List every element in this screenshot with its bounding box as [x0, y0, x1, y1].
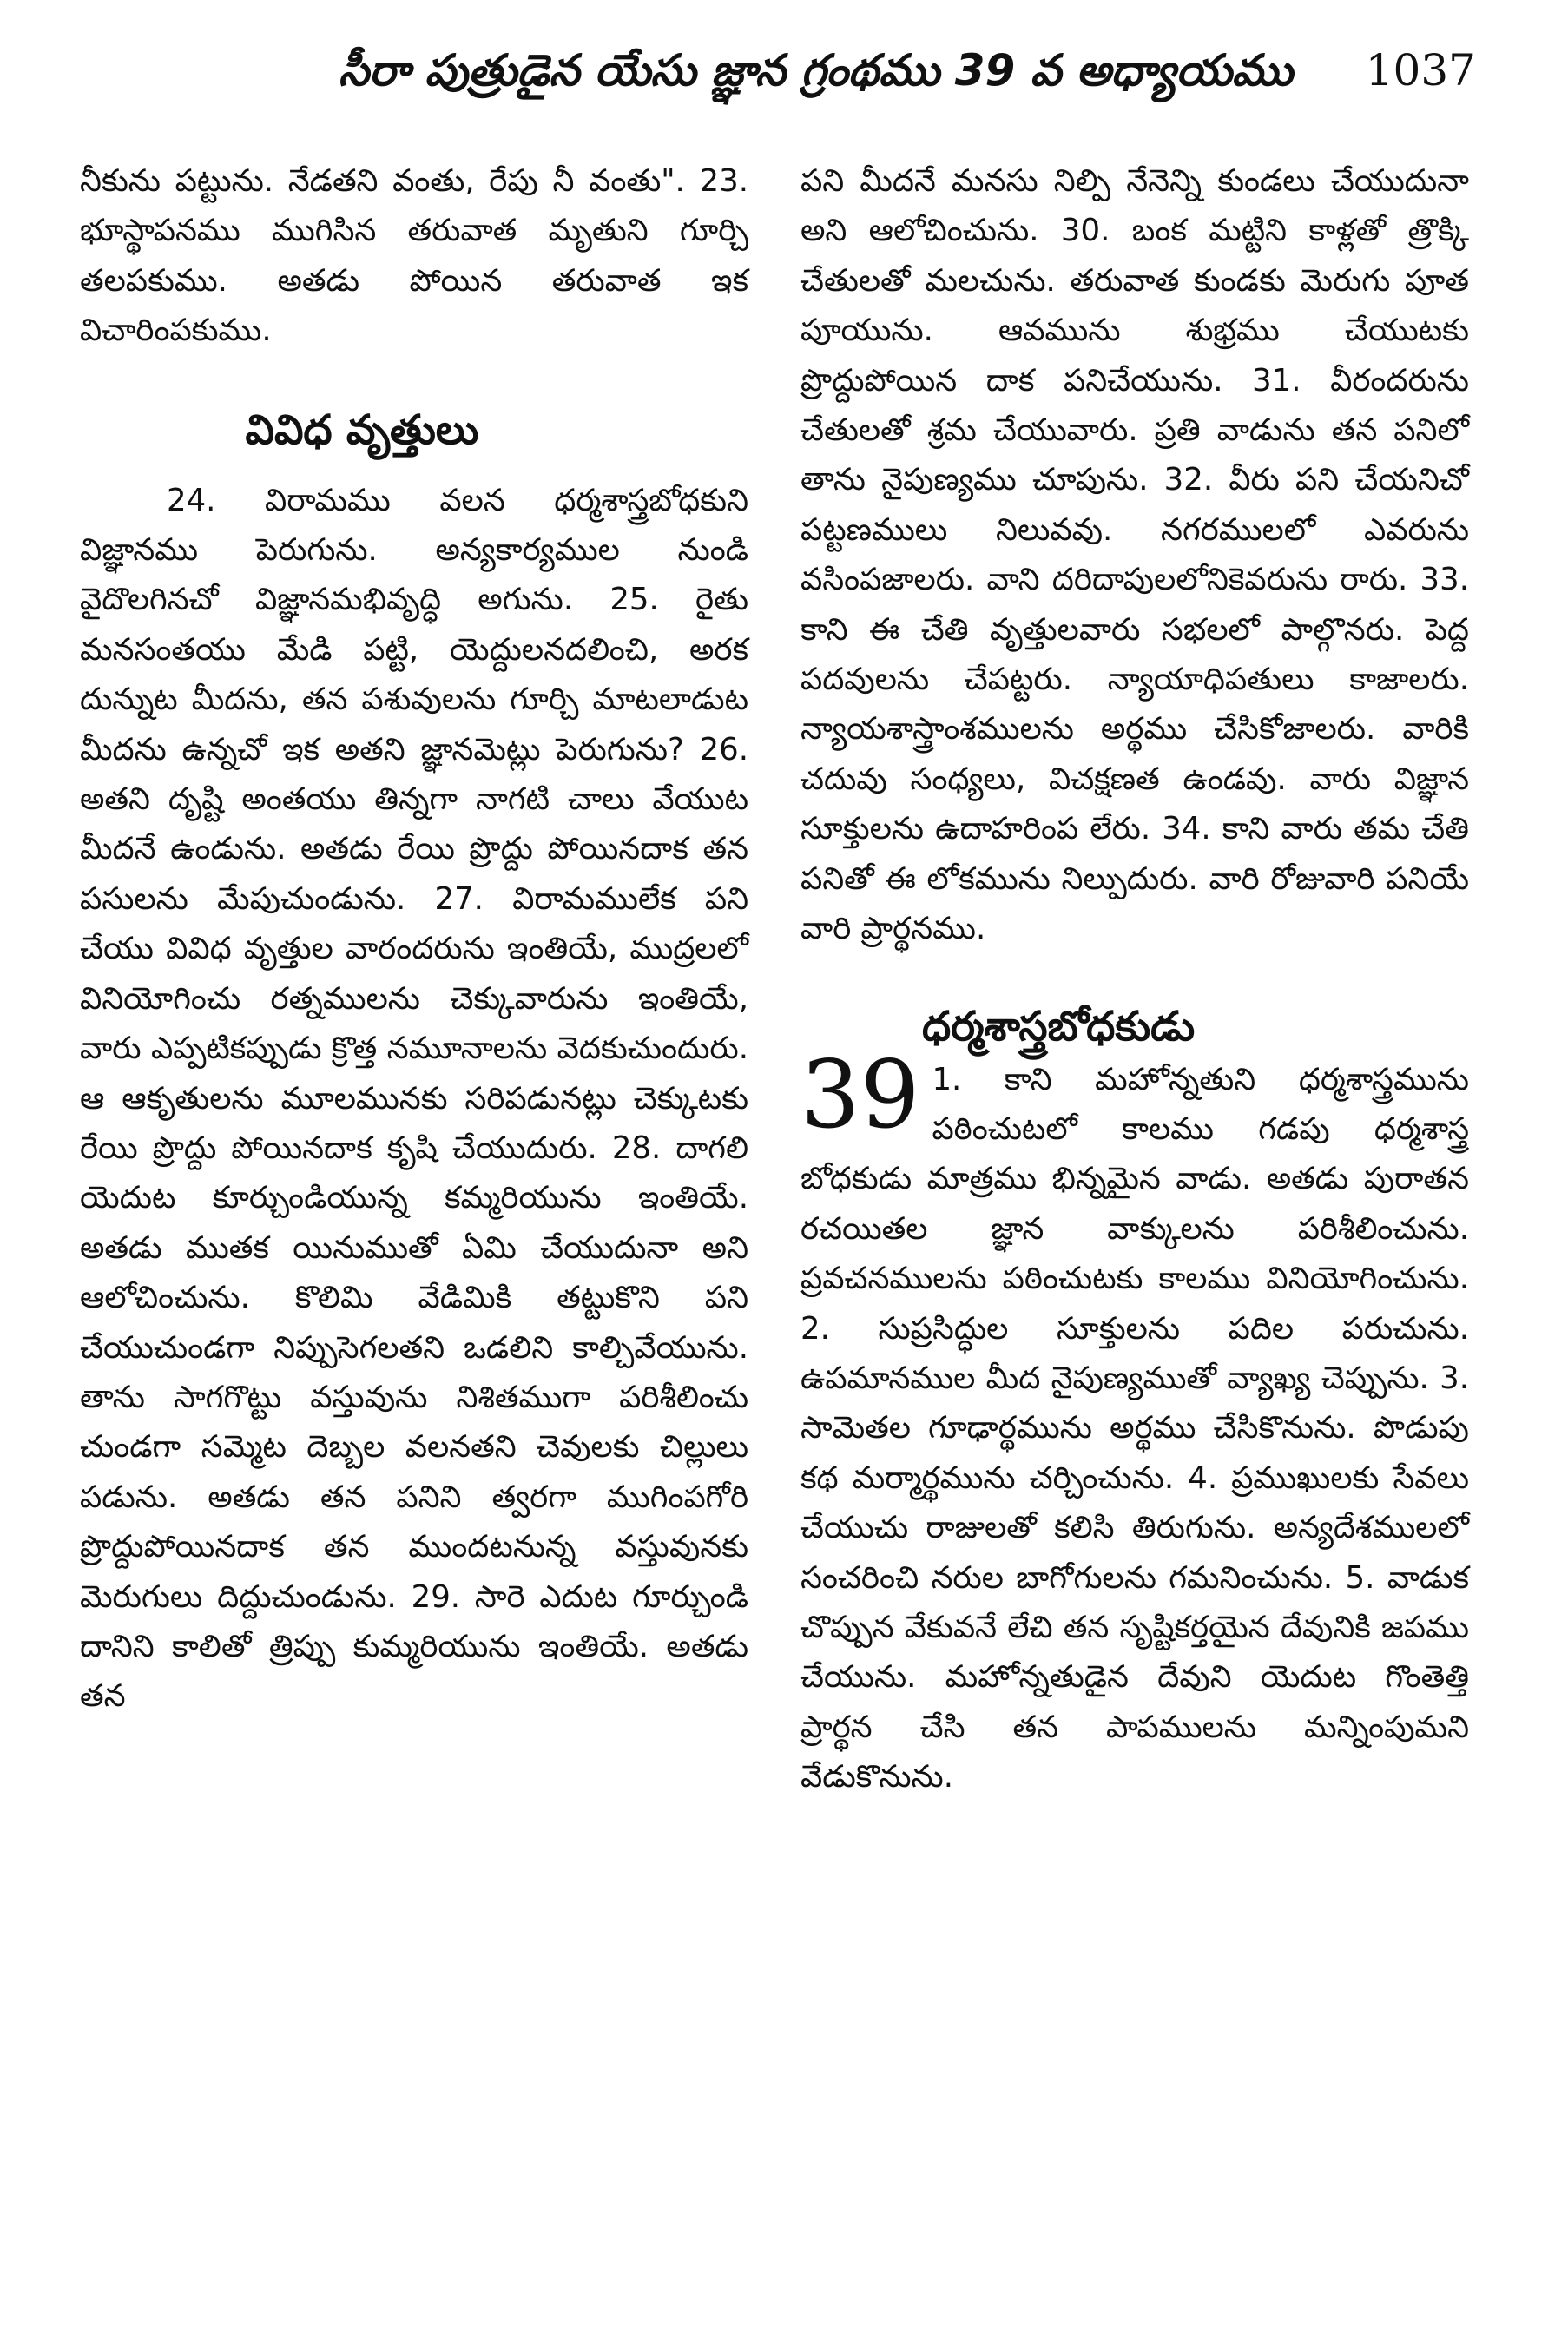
right-column	[800, 156, 1469, 1802]
page-header	[78, 45, 1476, 123]
running-title: సీరా పుత్రుడైన యేసు జ్ఞాన గ్రంథము 39 వ అధ్యాయము	[339, 45, 1294, 96]
right-continuation-paragraph: పని మీదనే మనసు నిల్పి నేనెన్ని కుండలు చేయుదునా అని ఆలోచించును. 30. బంక మట్టిని కాళ్లతో త్రొక్కి చేతులతో మలచును. తరువాత కుండకు మెరుగు పూత పూయును. ఆవమును శుభ్రము చేయుటకు ప్రొద్దుపోయిన దాక పనిచేయును. 31. వీరందరును చేతులతో శ్రమ చేయువారు. ప్రతి వాడును తన పనిలో తాను నైపుణ్యము చూపును. 32. వీరు పని చేయనిచో పట్టణములు నిలువవు. నగరములలో ఎవరును వసింపజాలరు. వాని దరిదాపులలోనికెవరును రారు. 33. కాని ఈ చేతి వృత్తులవారు సభలలో పాల్గొనరు. పెద్ద పదవులను చేపట్టరు. న్యాయాధిపతులు కాజాలరు. న్యాయశాస్త్రాంశములను అర్థము చేసికోజాలరు. వారికి చదువు సంధ్యలు, విచక్షణత ఉండవు. వారు విజ్ఞాన సూక్తులను ఉదాహరింప లేరు. 34. కాని వారు తమ చేతి పనితో ఈ లోకమును నిల్పుదురు. వారి రోజువారి పనియే వారి ప్రార్థనము.	[800, 163, 1469, 947]
section-heading-various-occupations: వివిధ వృత్తులు	[245, 405, 479, 454]
chapter-number: 39	[800, 1040, 920, 1150]
left-column	[80, 156, 748, 1722]
left-section-paragraph: 24. విరామము వలన ధర్మశాస్త్రబోధకుని విజ్ఞానము పెరుగును. అన్యకార్యముల నుండి వైదొలగినచో విజ్ఞానమభివృద్ధి అగును. 25. రైతు మనసంతయు మేడి పట్టి, యెద్దులనదలించి, అరక దున్నుట మీదను, తన పశువులను గూర్చి మాటలాడుట మీదను ఉన్నచో ఇక అతని జ్ఞానమెట్లు పెరుగును? 26. అతని దృష్టి అంతయు తిన్నగా నాగటి చాలు వేయుట మీదనే ఉండును. అతడు రేయి ప్రొద్దు పోయినదాక తన పసులను మేపుచుండును. 27. విరామములేక పని చేయు వివిధ వృత్తుల వారందరును ఇంతియే, ముద్రలలో వినియోగించు రత్నములను చెక్కువారును ఇంతియే, వారు ఎప్పటికప్పుడు క్రొత్త నమూనాలను వెదకుచుందురు. ఆ ఆకృతులను మూలమునకు సరిపడునట్లు చెక్కుటకు రేయి ప్రొద్దు పోయినదాక కృషి చేయుదురు. 28. దాగలి యెదుట కూర్చుండియున్న కమ్మరియును ఇంతియే. అతడు ముతక యినుముతో ఏమి చేయుదునా అని ఆలోచించును. కొలిమి వేడిమికి తట్టుకొని పని చేయుచుండగా నిప్పుసెగలతని ఒడలిని కాల్చివేయును. తాను సాగగొట్టు వస్తువును నిశితముగా పరిశీలించు చుండగా సమ్మెట దెబ్బల వలనతని చెవులకు చిల్లులు పడును. అతడు తన పనిని త్వరగా ముగింపగోరి ప్రొద్దుపోయినదాక తన ముందటనున్న వస్తువునకు మెరుగులు దిద్దుచుండును. 29. సారె ఎదుట గూర్చుండి దానిని కాలితో త్రిప్పు కుమ్మరియును ఇంతియే. అతడు తన	[80, 482, 748, 1715]
section-heading-law-teacher: ధర్మశాస్త్రబోధకుడు	[922, 1002, 1196, 1051]
page-number: 1037	[1365, 45, 1476, 96]
left-opening-paragraph: నీకును పట్టును. నేడతని వంతు, రేపు నీ వంతు". 23. భూస్థాపనము ముగిసిన తరువాత మృతుని గూర్చి తలపకుము. అతడు పోయిన తరువాత ఇక విచారింపకుము.	[80, 163, 748, 349]
chapter-text: 1. కాని మహోన్నతుని ధర్మశాస్త్రమును పఠించుటలో కాలము గడపు ధర్మశాస్త్ర బోధకుడు మాత్రము భిన్నమైన వాడు. అతడు పురాతన రచయితల జ్ఞాన వాక్కులను పరిశీలించును. ప్రవచనములను పఠించుటకు కాలము వినియోగించును. 2. సుప్రసిద్ధుల సూక్తులను పదిల పరుచును. ఉపమానముల మీద నైపుణ్యముతో వ్యాఖ్య చెప్పును. 3. సామెతల గూఢార్థమును అర్థము చేసికొనును. పొడుపు కథ మర్మార్థమును చర్చించును. 4. ప్రముఖులకు సేవలు చేయుచు రాజులతో కలిసి తిరుగును. అన్యదేశములలో సంచరించి నరుల బాగోగులను గమనించును. 5. వాడుక చొప్పున వేకువనే లేచి తన సృష్టికర్తయైన దేవునికి జపము చేయును. మహోన్నతుడైన దేవుని యెదుట గొంతెత్తి ప్రార్థన చేసి తన పాపములను మన్నింపుమని వేడుకొనును.	[800, 1061, 1469, 1795]
chapter-paragraph	[800, 1040, 1469, 1802]
